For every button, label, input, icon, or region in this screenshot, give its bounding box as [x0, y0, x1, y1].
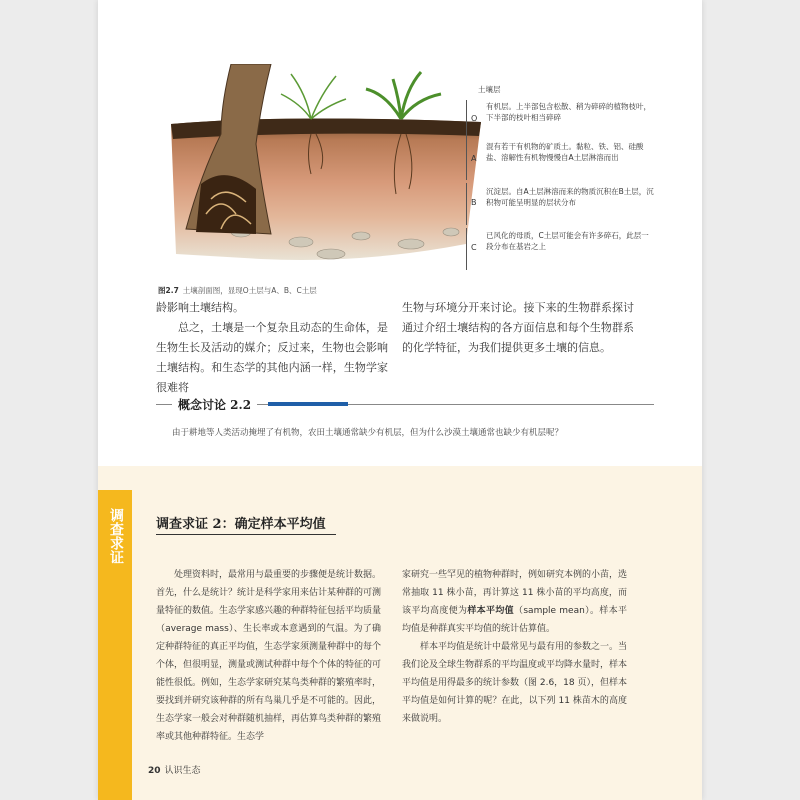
concept-title: 概念讨论 2.2: [172, 396, 257, 413]
horizon-mark-a: A: [471, 154, 477, 163]
page-number: 20: [148, 766, 161, 776]
figure-caption: [158, 285, 317, 296]
paragraph: 生物与环境分开来讨论。接下来的生物群系探讨通过介绍土壤结构的各方面信息和每个生物群系的化学特征，为我们提供更多土壤的信息。: [402, 301, 634, 354]
investigation-underline: [156, 534, 336, 535]
book-title: 认识生态: [164, 766, 201, 776]
figure-number: 图2.7: [158, 286, 179, 295]
brace-a: [466, 140, 467, 180]
page-footer: [148, 763, 201, 776]
brace-c: [466, 228, 467, 270]
investigation-title: 调查求证 2：确定样本平均值: [156, 517, 326, 532]
bold-term: 样本平均值: [467, 606, 515, 616]
horizon-mark-o: O: [471, 114, 478, 123]
horizon-text-b: 沉淀层。自A土层淋溶而来的物质沉积在B土层，沉积物可能呈明显的层状分布: [486, 187, 654, 207]
soil-profile-illustration: [161, 64, 481, 279]
body-column-right: [402, 298, 634, 358]
horizon-text-o: 有机层。上半部包含松散、稍为碎碎的植物枝叶，下半部的枝叶相当碎碎: [486, 102, 651, 122]
figure-caption-text: 土壤剖面图，显现O土层与A、B、C土层: [182, 286, 317, 295]
paragraph: [402, 566, 627, 638]
text-span: 家研究一些罕见的植物种群时，例如研究本例的小苗，选常抽取 11 株小苗，再计算这 11 株小苗的平均高度，而该平均高度便为: [402, 570, 628, 616]
horizon-text-a: 混有若干有机物的矿质土。黏粒、铁、铝、硅酸盐、溶解性有机物慢慢自A土层淋溶而出: [486, 142, 644, 162]
horizon-text-c: 已风化的母质，C土层可能会有许多碎石，此层一段分布在基岩之上: [486, 231, 649, 251]
paragraph: 样本平均值是统计中最常见与最有用的参数之一。当我们论及全球生物群系的平均温度或平均降水量时，样本平均值是用得最多的统计参数（图 2.6，18 页），但样本平均值是如何计算的呢？在此，以下列 11 株苗木的高度来做说明。: [402, 642, 628, 724]
body-column-left: [156, 298, 388, 398]
paragraph: 龄影响土壤结构。: [156, 301, 244, 314]
paragraph: 处理资料时，最常用与最重要的步骤便是统计数据。首先，什么是统计？统计是科学家用来估计某种群的可测量特征的数值。生态学家感兴趣的种群特征包括平均质量（average mass）、生长率或本意遇到的气温。为了确定种群特征的真正平均值，生态学家须测量种群中的每个个体，但很明显，测量或测试种群中每个个体的特征的可能性很低。例如，生态学家研究某鸟类种群的繁殖率时，要找到并研究该种群的所有鸟巢几乎是不可能的。因此，生态学家一般会对种群随机抽样，再估算鸟类种群的繁殖率或其他种群特征。生态学: [156, 570, 382, 742]
concept-accent-bar: [268, 402, 348, 406]
text-span: （sample mean）。样本平均值是种群真实平均值的统计估算值。: [402, 606, 627, 634]
horizon-mark-c: C: [471, 243, 477, 252]
investigation-column-left: [156, 566, 381, 746]
brace-b: [466, 183, 467, 225]
concept-question: 由于耕地等人类活动掩埋了有机物，农田土壤通常缺少有机层，但为什么沙漠土壤通常也缺少有机层呢？: [172, 428, 564, 438]
paragraph: 总之，土壤是一个复杂且动态的生命体，是生物生长及活动的媒介；反过来，生物也会影响土壤结构。和生态学的其他内涵一样，生物学家很难将: [156, 321, 388, 394]
brace-o: [466, 100, 467, 140]
book-page: [98, 0, 702, 800]
horizon-mark-b: B: [471, 198, 477, 207]
side-tab-label: 调查求证: [108, 508, 124, 564]
legend-title: 土壤层: [478, 85, 501, 94]
investigation-column-right: [402, 566, 627, 728]
